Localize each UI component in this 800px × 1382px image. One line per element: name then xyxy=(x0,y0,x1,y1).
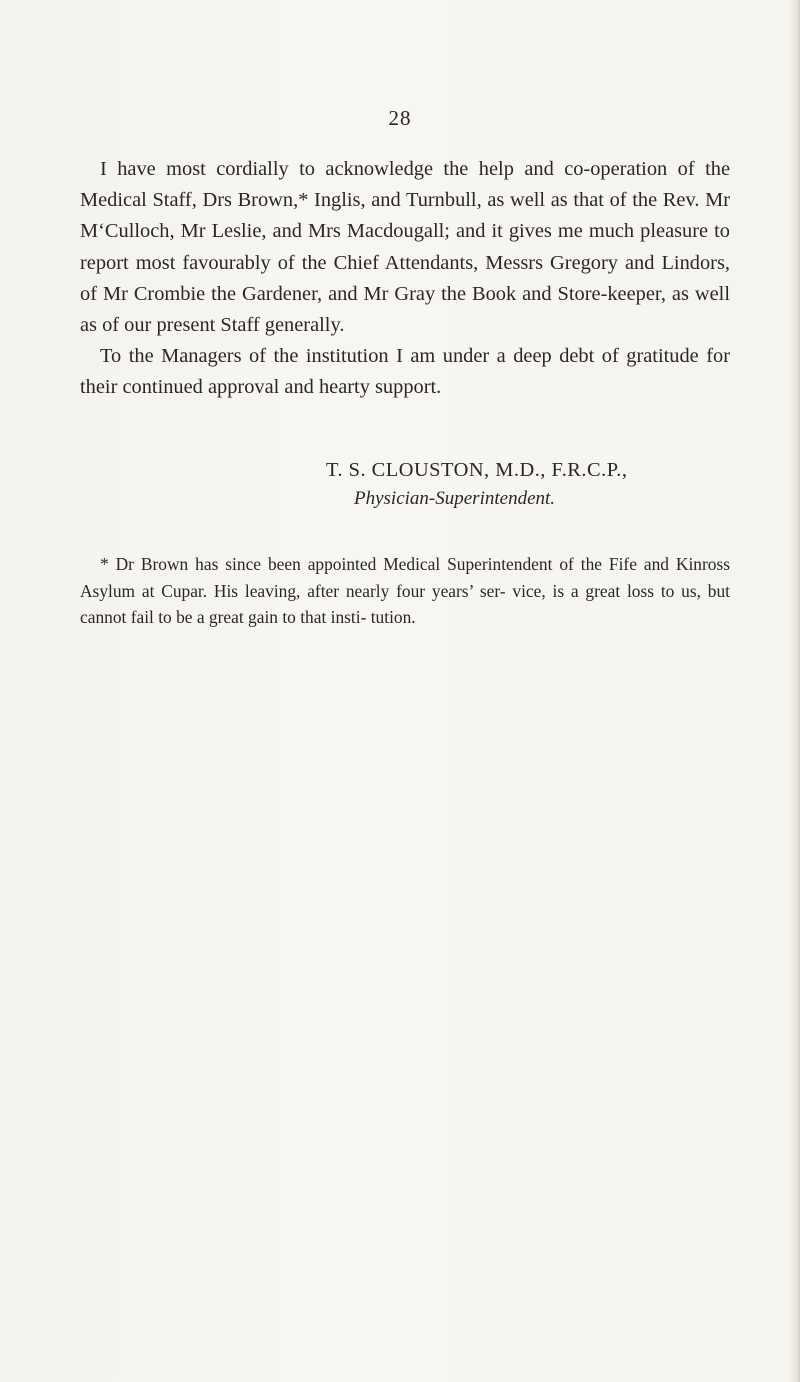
paragraph-acknowledgements: I have most cordially to acknowledge the help and co-operation of the Medical Staff, Drs Brown,* Inglis, and Turnbull, as well as that of the Rev. Mr M‘Culloch, Mr Leslie, and Mrs Macdougall; and it gives me much pleasure to report most favourably of the Chief Attendants, Messrs Gregory and Lindors, of Mr Crombie the Gardener, and Mr Gray the Book and Store-keeper, as well as of our present Staff generally. xyxy=(80,158,730,337)
signature-name: T. S. CLOUSTON, M.D., F.R.C.P., xyxy=(326,459,628,481)
paragraph-managers: To the Managers of the institution I am under a deep debt of gratitude for their continued approval and hearty support. xyxy=(80,345,730,399)
signature-block xyxy=(326,455,746,513)
body-text xyxy=(80,154,730,404)
signature-title: Physician-Superintendent. xyxy=(354,488,556,509)
page-number: 28 xyxy=(388,106,412,130)
footnote: * Dr Brown has since been appointed Medical Superintendent of the Fife and Kinross Asylum at Cupar. His leaving, after nearly four years’ ser- vice, is a great loss to us, but cannot fail to be a great gain to that insti- tution. xyxy=(80,554,730,628)
page-edge-shadow xyxy=(788,0,800,1382)
